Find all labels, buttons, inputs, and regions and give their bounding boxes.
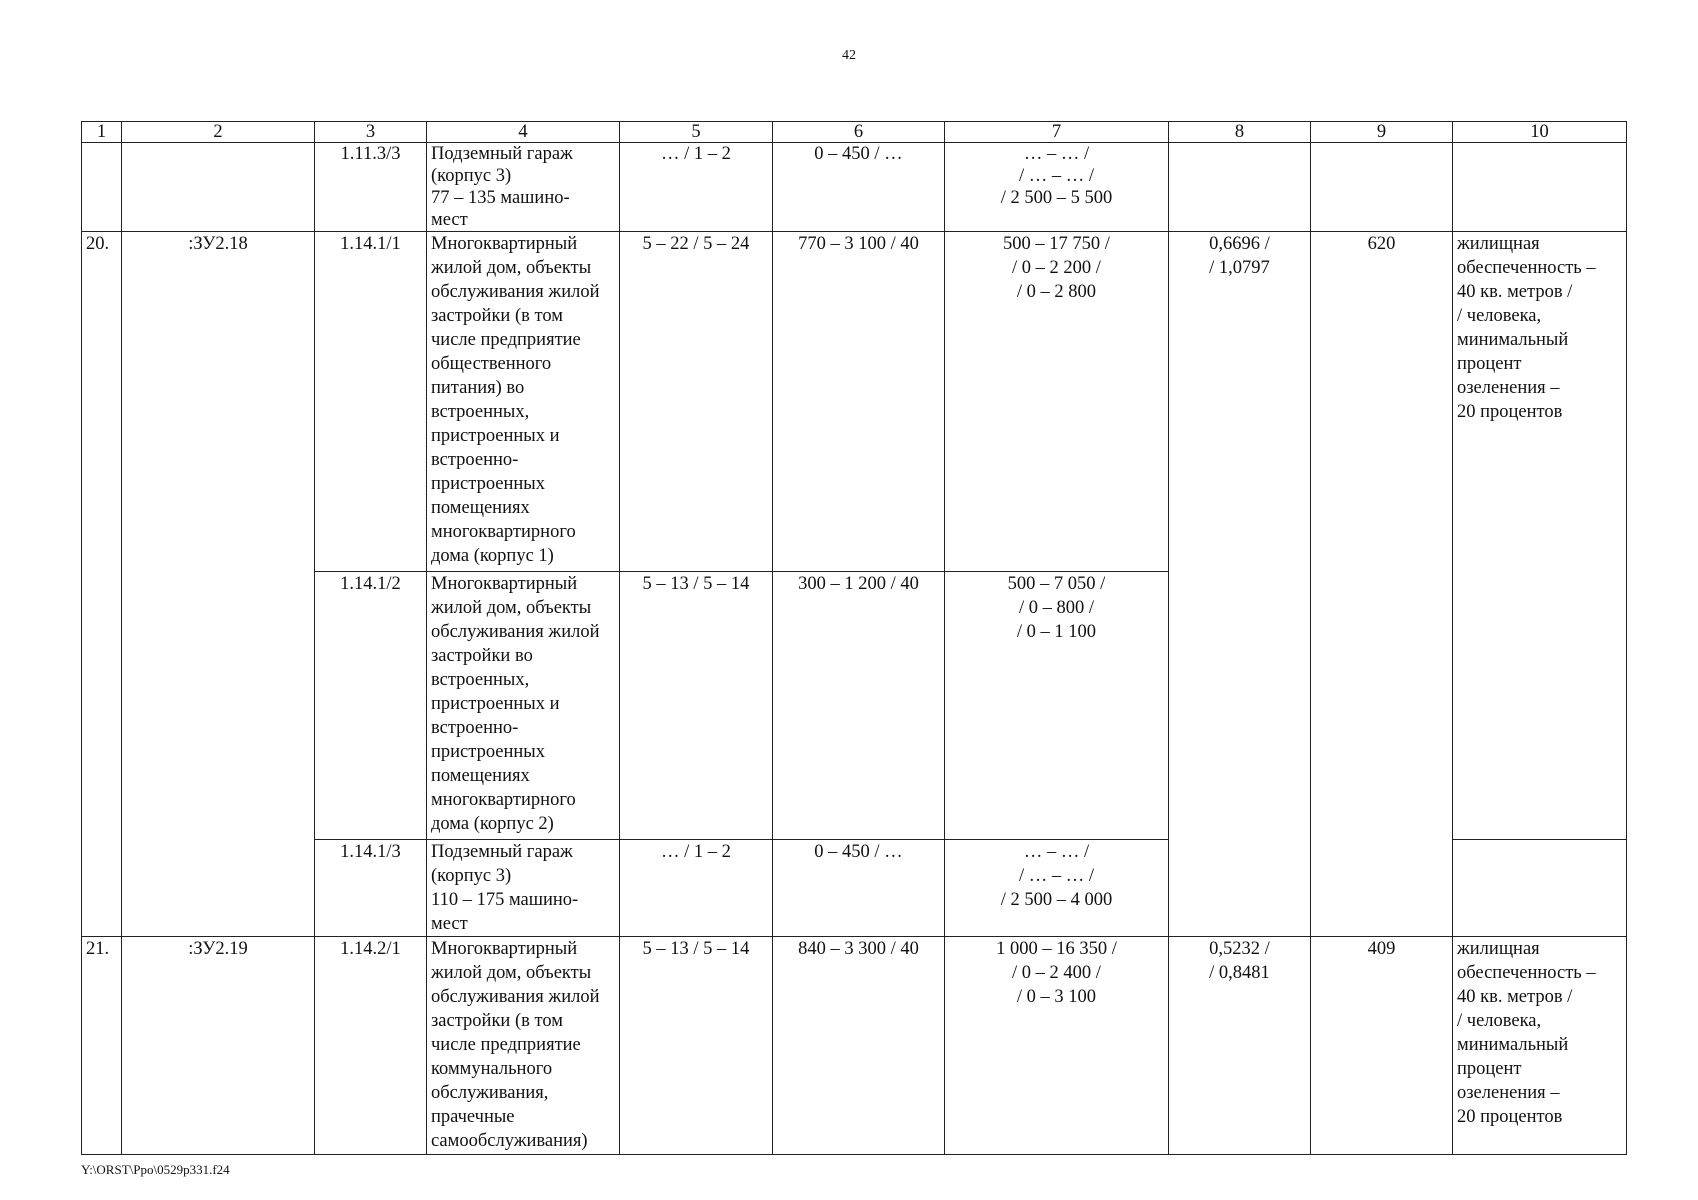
page-number: 42 (842, 48, 856, 63)
column-number: 9 (1311, 122, 1453, 143)
area-cell (945, 232, 1169, 572)
purpose-line: мест (431, 210, 468, 230)
area-line: / 0 – 2 400 / (1012, 963, 1101, 983)
purpose-line: помещениях (431, 498, 530, 518)
area-line: 500 – 7 050 / (1007, 574, 1106, 594)
area-line: / … – … / (1018, 866, 1095, 886)
purpose-line: обслуживания, (431, 1083, 549, 1103)
purpose-line: обслуживания жилой (431, 282, 600, 302)
purpose-line: коммунального (431, 1059, 553, 1079)
purpose-line: встроенно- (431, 718, 519, 738)
notes-line: 20 процентов (1457, 402, 1563, 422)
purpose-line: застройки во (431, 646, 533, 666)
purpose-line: Многоквартирный (431, 574, 578, 594)
table-row (82, 232, 1627, 572)
notes-line: жилищная (1457, 234, 1540, 254)
purpose-line: дома (корпус 2) (431, 814, 554, 834)
parcel-area-cell (1169, 143, 1311, 232)
column-number: 8 (1169, 122, 1311, 143)
area-line: / 0 – 1 100 (1016, 622, 1097, 642)
zone-code-cell: 1.11.3/3 (315, 143, 427, 232)
purpose-line: Подземный гараж (431, 842, 573, 862)
column-number: 6 (773, 122, 945, 143)
area-line: … – … / (1023, 144, 1090, 164)
parcel-id-cell: :ЗУ2.19 (122, 937, 315, 1155)
purpose-line: помещениях (431, 766, 530, 786)
area-cell (945, 937, 1169, 1155)
column-number: 7 (945, 122, 1169, 143)
purpose-line: обслуживания жилой (431, 622, 600, 642)
column-number: 1 (82, 122, 122, 143)
floors-cell: 5 – 13 / 5 – 14 (620, 937, 773, 1155)
purpose-line: многоквартирного (431, 790, 576, 810)
purpose-line: застройки (в том (431, 1011, 563, 1031)
notes-line: / человека, (1457, 1011, 1542, 1031)
purpose-line: числе предприятие (431, 1035, 581, 1055)
purpose-line: Многоквартирный (431, 939, 578, 959)
area-line: / 0 – 3 100 (1016, 987, 1097, 1007)
file-path-footer: Y:\ORST\Ppo\0529p331.f24 (81, 1162, 230, 1177)
notes-line: озеленения – (1457, 1083, 1560, 1103)
purpose-cell (427, 232, 620, 572)
notes-line: озеленения – (1457, 378, 1560, 398)
column-number-row (82, 122, 1627, 143)
parcel-area-line: / 0,8481 (1209, 963, 1270, 983)
zone-code-cell: 1.14.1/1 (315, 232, 427, 572)
area-line: 500 – 17 750 / (1003, 234, 1110, 254)
notes-line: минимальный (1457, 330, 1569, 350)
parcel-area-line: 0,5232 / (1209, 939, 1270, 959)
purpose-line: встроенных, (431, 670, 530, 690)
area-cell (945, 143, 1169, 232)
notes-line: минимальный (1457, 1035, 1569, 1055)
notes-cell (1453, 143, 1627, 232)
purpose-line: Многоквартирный (431, 234, 578, 254)
notes-line: 40 кв. метров / (1457, 282, 1573, 302)
height-cell: 0 – 450 / … (773, 840, 945, 937)
purpose-cell (427, 572, 620, 840)
purpose-line: числе предприятие (431, 330, 581, 350)
purpose-line: дома (корпус 1) (431, 546, 554, 566)
area-line: … – … / (1023, 842, 1090, 862)
purpose-line: общественного (431, 354, 552, 374)
area-cell (945, 840, 1169, 937)
purpose-cell (427, 937, 620, 1155)
purpose-line: (корпус 3) (431, 166, 512, 186)
purpose-cell (427, 840, 620, 937)
purpose-line: многоквартирного (431, 522, 576, 542)
area-line: / 2 500 – 4 000 (1000, 890, 1113, 910)
notes-line: процент (1457, 354, 1522, 374)
row-number-cell: 21. (82, 937, 122, 1155)
purpose-line: питания) во (431, 378, 525, 398)
column-number: 10 (1453, 122, 1627, 143)
height-cell: 840 – 3 300 / 40 (773, 937, 945, 1155)
height-cell: 300 – 1 200 / 40 (773, 572, 945, 840)
parcel-id-cell (122, 143, 315, 232)
notes-line: 40 кв. метров / (1457, 987, 1573, 1007)
density-cell: 620 (1311, 232, 1453, 937)
purpose-line: пристроенных (431, 742, 545, 762)
purpose-line: прачечные (431, 1107, 515, 1127)
column-number: 3 (315, 122, 427, 143)
floors-cell: … / 1 – 2 (620, 143, 773, 232)
area-line: / … – … / (1018, 166, 1095, 186)
purpose-line: пристроенных (431, 474, 545, 494)
purpose-line: застройки (в том (431, 306, 563, 326)
purpose-line: встроенных, (431, 402, 530, 422)
purpose-line: 110 – 175 машино- (431, 890, 579, 910)
row-number-cell (82, 143, 122, 232)
regulation-table (81, 121, 1627, 1155)
area-line: / 0 – 2 800 (1016, 282, 1097, 302)
column-number: 4 (427, 122, 620, 143)
notes-cell (1453, 840, 1627, 937)
purpose-line: мест (431, 914, 468, 934)
area-cell (945, 572, 1169, 840)
purpose-line: встроенно- (431, 450, 519, 470)
area-line: / 2 500 – 5 500 (1000, 188, 1113, 208)
notes-cell (1453, 232, 1627, 840)
purpose-cell (427, 143, 620, 232)
column-number: 5 (620, 122, 773, 143)
area-line: / 0 – 800 / (1018, 598, 1095, 618)
area-line: 1 000 – 16 350 / (996, 939, 1117, 959)
floors-cell: … / 1 – 2 (620, 840, 773, 937)
area-line: / 0 – 2 200 / (1012, 258, 1101, 278)
density-cell: 409 (1311, 937, 1453, 1155)
purpose-line: жилой дом, объекты (431, 598, 592, 618)
height-cell: 0 – 450 / … (773, 143, 945, 232)
notes-line: обеспеченность – (1457, 963, 1596, 983)
parcel-id-cell: :ЗУ2.18 (122, 232, 315, 937)
purpose-line: Подземный гараж (431, 144, 573, 164)
notes-line: жилищная (1457, 939, 1540, 959)
floors-cell: 5 – 22 / 5 – 24 (620, 232, 773, 572)
purpose-line: самообслуживания) (431, 1131, 588, 1151)
height-cell: 770 – 3 100 / 40 (773, 232, 945, 572)
notes-line: процент (1457, 1059, 1522, 1079)
purpose-line: обслуживания жилой (431, 987, 600, 1007)
table-row (82, 143, 1627, 232)
zone-code-cell: 1.14.2/1 (315, 937, 427, 1155)
purpose-line: 77 – 135 машино- (431, 188, 570, 208)
zone-code-cell: 1.14.1/3 (315, 840, 427, 937)
notes-line: / человека, (1457, 306, 1542, 326)
parcel-area-line: / 1,0797 (1209, 258, 1270, 278)
notes-line: обеспеченность – (1457, 258, 1596, 278)
notes-line: 20 процентов (1457, 1107, 1563, 1127)
density-cell (1311, 143, 1453, 232)
parcel-area-cell (1169, 937, 1311, 1155)
purpose-line: (корпус 3) (431, 866, 512, 886)
zone-code-cell: 1.14.1/2 (315, 572, 427, 840)
purpose-line: жилой дом, объекты (431, 258, 592, 278)
column-number: 2 (122, 122, 315, 143)
purpose-line: пристроенных и (431, 426, 560, 446)
purpose-line: пристроенных и (431, 694, 560, 714)
row-number-cell: 20. (82, 232, 122, 937)
parcel-area-cell (1169, 232, 1311, 937)
table-row (82, 937, 1627, 1155)
floors-cell: 5 – 13 / 5 – 14 (620, 572, 773, 840)
purpose-line: жилой дом, объекты (431, 963, 592, 983)
notes-cell (1453, 937, 1627, 1155)
parcel-area-line: 0,6696 / (1209, 234, 1270, 254)
